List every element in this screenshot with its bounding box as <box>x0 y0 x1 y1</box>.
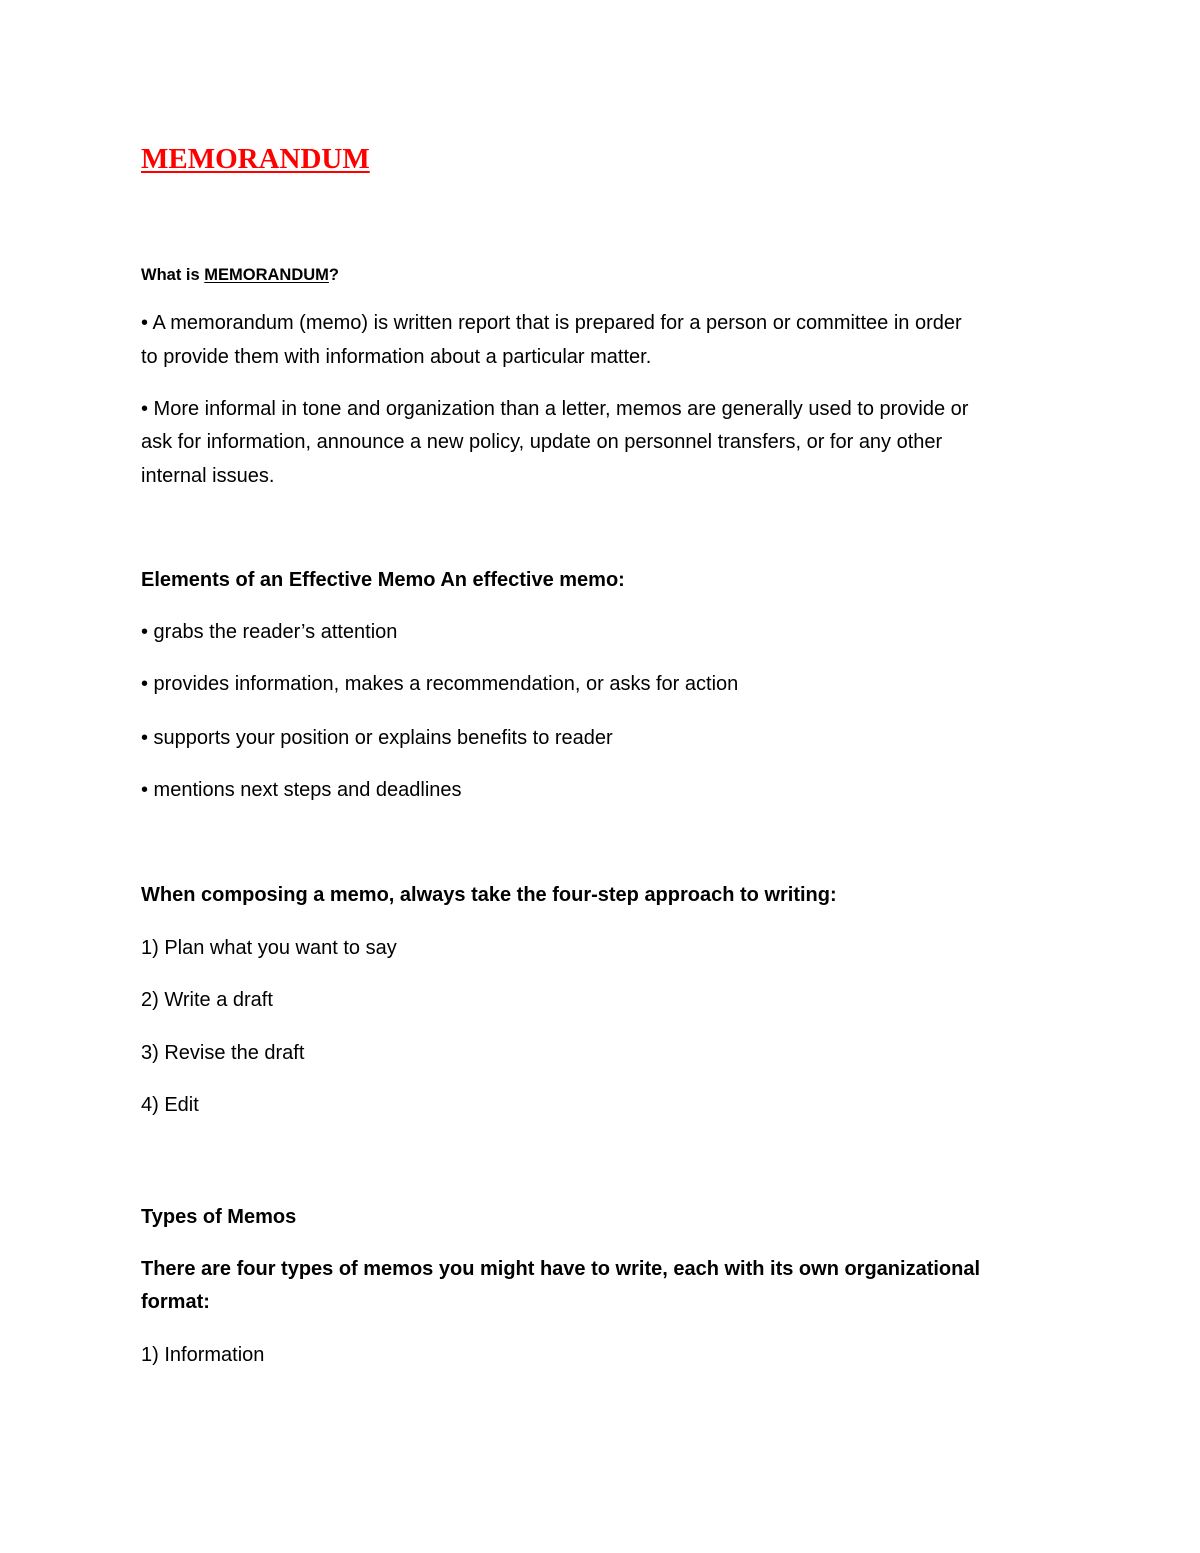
definition-line: • A memorandum (memo) is written report that is prepared for a person or committee in order <box>141 312 962 334</box>
types-list-item: 1) Information <box>141 1344 265 1366</box>
definition-line: ask for information, announce a new policy, update on personnel transfers, or for any other <box>141 431 943 453</box>
document-title: MEMORANDUM <box>141 143 370 175</box>
definition-line: to provide them with information about a particular matter. <box>141 346 652 368</box>
steps-list-item: 4) Edit <box>141 1094 199 1116</box>
types-intro-line: format: <box>141 1291 210 1313</box>
elements-list-item: • supports your position or explains benefits to reader <box>141 727 613 749</box>
steps-list-item: 2) Write a draft <box>141 989 273 1011</box>
question-prefix: What is <box>141 266 205 284</box>
types-intro-line: There are four types of memos you might have to write, each with its own organizational <box>141 1258 981 1280</box>
definition-line: internal issues. <box>141 465 275 487</box>
steps-list-item: 1) Plan what you want to say <box>141 937 397 959</box>
steps-list-item: 3) Revise the draft <box>141 1042 305 1064</box>
question-heading <box>141 258 339 292</box>
question-suffix: ? <box>328 266 340 284</box>
elements-list-item: • mentions next steps and deadlines <box>141 779 462 801</box>
definition-line: • More informal in tone and organization than a letter, memos are generally used to provide or <box>141 398 969 420</box>
elements-heading: Elements of an Effective Memo An effective memo: <box>141 569 625 591</box>
types-heading: Types of Memos <box>141 1206 297 1228</box>
elements-list-item: • grabs the reader’s attention <box>141 621 398 643</box>
steps-heading: When composing a memo, always take the four-step approach to writing: <box>141 884 837 906</box>
question-term: MEMORANDUM <box>204 266 329 284</box>
elements-list-item: • provides information, makes a recommendation, or asks for action <box>141 673 739 695</box>
